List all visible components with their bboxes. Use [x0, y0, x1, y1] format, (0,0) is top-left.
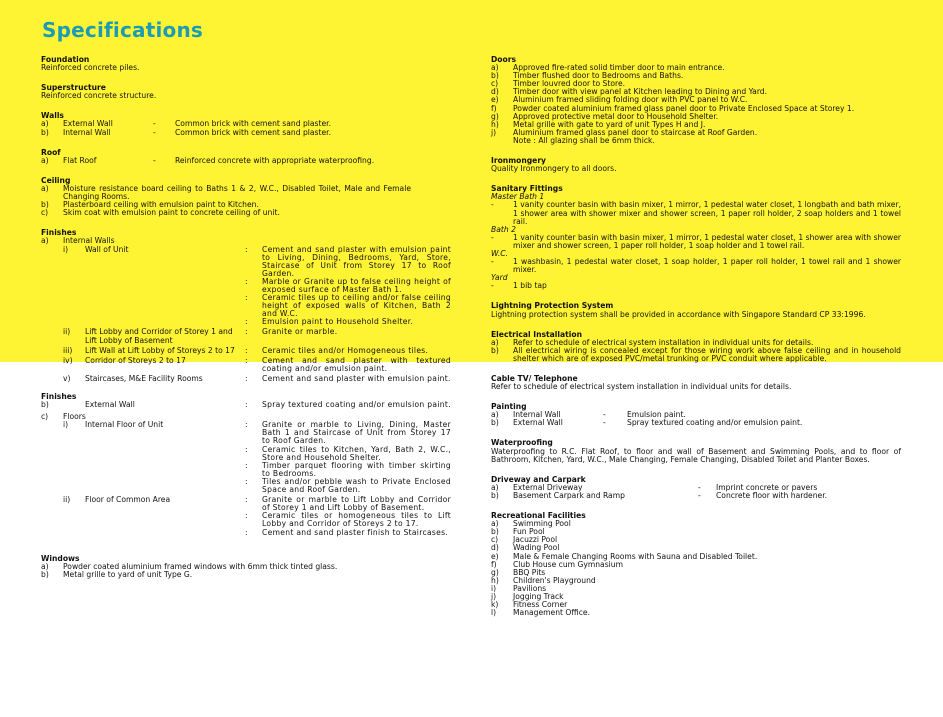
- internal-wall-entry-colon: :: [245, 345, 248, 355]
- sanitary-group-row: [491, 234, 901, 250]
- windows-item-text: Metal grille to yard of unit Type G.: [63, 569, 193, 579]
- finishes-internal-walls-label: Internal Walls: [63, 236, 115, 246]
- internal-wall-item-label: Wall of Unit: [85, 244, 129, 254]
- floor-item: [63, 496, 451, 536]
- doors-item-key: e): [491, 95, 499, 105]
- internal-wall-item-label: Lift Wall at Lift Lobby of Storeys 2 to 17: [85, 345, 235, 355]
- finishes-internal-section: [41, 229, 451, 383]
- ironmongery-heading: Ironmongery: [491, 156, 547, 166]
- sanitary-group-name: W.C.: [491, 248, 509, 258]
- internal-wall-entry: [245, 318, 451, 326]
- internal-wall-entry-text: Ceramic tiles and/or Homogeneous tiles.: [262, 345, 429, 355]
- driveway-item-dash: -: [698, 482, 701, 492]
- recreational-item-key: g): [491, 567, 499, 577]
- floor-entry-colon: :: [245, 444, 248, 454]
- recreational-item-text: Management Office.: [513, 608, 591, 618]
- internal-wall-entry-text: Emulsion paint to Household Shelter.: [262, 317, 414, 327]
- sanitary-heading: Sanitary Fittings: [491, 184, 563, 194]
- floor-entry-colon: :: [245, 476, 248, 486]
- floor-entry-text: Ceramic tiles or homogeneous tiles to Lift Lobby and Corridor of Storeys 2 to 17.: [262, 511, 451, 529]
- painting-item: [491, 419, 901, 427]
- floor-entry: [245, 462, 451, 478]
- sanitary-group-text: 1 vanity counter basin with basin mixer, 1 mirror, 1 pedestal water closet, 1 shower area with shower mixer and shower screen, 1 paper roll holder, 1 soap holder and 1 towel rail.: [513, 232, 901, 250]
- sanitary-group-text: 1 bib tap: [513, 281, 547, 291]
- electrical-heading: Electrical Installation: [491, 329, 582, 339]
- cable-section: [491, 375, 901, 391]
- external-wall-key: b): [41, 400, 49, 410]
- walls-item-text: Common brick with cement sand plaster.: [175, 127, 331, 137]
- floor-entry-text: Cement and sand plaster finish to Staircases.: [262, 527, 449, 537]
- floor-entry-text: Ceramic tiles to Kitchen, Yard, Bath 2, W.C., Store and Household Shelter.: [262, 444, 451, 462]
- internal-wall-item-label: Corridor of Storeys 2 to 17: [85, 355, 186, 365]
- floor-item-entries: [245, 496, 451, 536]
- external-wall-text: Spray textured coating and/or emulsion paint.: [262, 400, 451, 410]
- external-wall-label: External Wall: [85, 400, 135, 410]
- floor-entry-colon: :: [245, 420, 248, 430]
- doors-heading: Doors: [491, 55, 517, 64]
- recreational-item: [491, 520, 901, 528]
- left-column: [41, 56, 451, 587]
- walls-heading: Walls: [41, 111, 64, 121]
- external-wall-colon: :: [245, 400, 248, 410]
- walls-item-text: Common brick with cement sand plaster.: [175, 119, 331, 129]
- floor-entry: [245, 529, 451, 537]
- electrical-section: [491, 331, 901, 363]
- sanitary-group-text: 1 washbasin, 1 pedestal water closet, 1 soap holder, 1 paper roll holder, 1 towel rail and 1 shower mixer.: [513, 257, 901, 275]
- internal-wall-item: [63, 347, 451, 355]
- internal-wall-item-entries: [245, 357, 451, 373]
- floor-entry-colon: :: [245, 527, 248, 537]
- floor-entry-text: Granite or marble to Lift Lobby and Corridor of Storey 1 and Lift Lobby of Basement.: [262, 495, 451, 513]
- floor-item-label: Floor of Common Area: [85, 495, 171, 505]
- windows-item-text: Powder coated aluminium framed windows with 6mm thick tinted glass.: [63, 561, 338, 571]
- roof-item-key: a): [41, 155, 49, 165]
- driveway-item-text: Concrete floor with hardener.: [716, 490, 828, 500]
- roof-section: [41, 149, 451, 165]
- ceiling-item-key: b): [41, 200, 49, 210]
- finishes-external-section: [41, 393, 451, 537]
- ceiling-item-text: Skim coat with emulsion paint to concrete ceiling of unit.: [63, 208, 280, 218]
- doors-item-text: Powder coated aluminium framed glass panel door to Private Enclosed Space at Storey 1.: [513, 103, 855, 113]
- internal-wall-entry-text: Ceramic tiles up to ceiling and/or false ceiling height of exposed walls of Kitchen, Bath 2 and W.C.: [262, 293, 451, 319]
- superstructure-heading: Superstructure: [41, 83, 106, 93]
- waterproofing-section: [491, 439, 901, 463]
- driveway-item: [491, 492, 901, 500]
- ceiling-item-key: c): [41, 208, 49, 218]
- floor-entry-text: Granite or marble to Living, Dining, Master Bath 1 and Staircase of Unit from Storey 17 to Roof Garden.: [262, 420, 451, 446]
- floor-item-key: i): [63, 420, 69, 430]
- roof-item-label: Flat Roof: [63, 155, 97, 165]
- walls-item-key: a): [41, 119, 49, 129]
- doors-item-text: Timber door with view panel at Kitchen leading to Dining and Yard.: [513, 87, 768, 97]
- sanitary-group-row: [491, 201, 901, 225]
- floor-entry-text: Tiles and/or pebble wash to Private Enclosed Space and Roof Garden.: [262, 476, 451, 495]
- recreational-section: [491, 512, 901, 617]
- internal-wall-entry-text: Granite or marble.: [262, 327, 338, 337]
- internal-wall-item-entries: [245, 246, 451, 327]
- internal-wall-item: [63, 328, 451, 344]
- driveway-item-text: Imprint concrete or pavers: [716, 482, 818, 492]
- walls-section: [41, 112, 451, 136]
- floor-entry: [245, 446, 451, 462]
- windows-item-key: a): [41, 561, 49, 571]
- superstructure-text: Reinforced concrete structure.: [41, 91, 157, 101]
- internal-wall-entry-colon: :: [245, 276, 248, 286]
- recreational-item-text: Club House cum Gymnasium: [513, 559, 623, 569]
- walls-item: [41, 129, 451, 137]
- doors-item-text: Approved fire-rated solid timber door to main entrance.: [513, 63, 725, 73]
- internal-wall-entry-text: Cement and sand plaster with emulsion paint.: [262, 373, 451, 383]
- finishes-internal-walls-key: a): [41, 236, 49, 246]
- painting-heading: Painting: [491, 402, 527, 412]
- driveway-item-key: b): [491, 490, 499, 500]
- floor-entry: [245, 421, 451, 445]
- internal-wall-item-key: iv): [63, 355, 73, 365]
- floor-entry: [245, 478, 451, 494]
- doors-item-key: h): [491, 119, 499, 129]
- internal-wall-item: [63, 375, 451, 383]
- sanitary-group-dash: -: [491, 200, 494, 210]
- walls-item-label: Internal Wall: [63, 127, 111, 137]
- doors-item-key: b): [491, 71, 499, 81]
- foundation-section: [41, 56, 451, 72]
- internal-wall-entry-text: Cement and sand plaster with emulsion paint to Living, Dining, Bedrooms, Yard, Store, Staircase of Unit from Storey 17 to Roof Garden.: [262, 244, 451, 278]
- ceiling-item: [41, 209, 451, 217]
- recreational-item: [491, 577, 901, 585]
- driveway-item-label: External Driveway: [513, 482, 583, 492]
- windows-item: [41, 571, 451, 579]
- recreational-item-text: Swimming Pool: [513, 519, 571, 529]
- doors-note: Note : All glazing shall be 6mm thick.: [513, 135, 655, 145]
- foundation-heading: Foundation: [41, 55, 90, 64]
- doors-item-text: Aluminium framed sliding folding door with PVC panel to W.C.: [513, 95, 748, 105]
- driveway-item-dash: -: [698, 490, 701, 500]
- internal-wall-entry-colon: :: [245, 373, 248, 383]
- driveway-heading: Driveway and Carpark: [491, 474, 586, 484]
- ceiling-item-key: a): [41, 183, 49, 193]
- roof-item-dash: -: [153, 155, 156, 165]
- recreational-item-key: j): [491, 591, 497, 601]
- finishes-internal-items: [41, 246, 451, 384]
- walls-item-label: External Wall: [63, 119, 113, 129]
- windows-heading: Windows: [41, 553, 80, 563]
- floor-entry: [245, 496, 451, 512]
- internal-wall-entry: [245, 278, 451, 294]
- internal-wall-item-entries: [245, 347, 451, 355]
- doors-item-key: c): [491, 79, 499, 89]
- waterproofing-heading: Waterproofing: [491, 438, 553, 448]
- finishes-internal-heading: Finishes: [41, 228, 77, 238]
- roof-heading: Roof: [41, 147, 61, 157]
- page-title: Specifications: [42, 18, 204, 42]
- internal-wall-item-entries: [245, 375, 451, 383]
- recreational-item-text: Fitness Corner: [513, 600, 568, 610]
- floor-item-entries: [245, 421, 451, 494]
- painting-item-dash: -: [603, 410, 606, 420]
- internal-wall-item-label: Staircases, M&E Facility Rooms: [85, 373, 203, 383]
- doors-item-key: j): [491, 127, 497, 137]
- windows-section: [41, 555, 451, 579]
- driveway-item-label: Basement Carpark and Ramp: [513, 490, 625, 500]
- recreational-item-key: i): [491, 583, 497, 593]
- windows-item-key: b): [41, 569, 49, 579]
- finishes-external-heading: Finishes: [41, 392, 77, 401]
- recreational-item: [491, 561, 901, 569]
- roof-item: [41, 157, 451, 165]
- recreational-item-key: h): [491, 575, 499, 585]
- internal-wall-item: [63, 357, 451, 373]
- ceiling-item-text: Moisture resistance board ceiling to Baths 1 & 2, W.C., Disabled Toilet, Male and Female Changing Rooms.: [63, 183, 411, 202]
- ironmongery-section: [491, 157, 901, 173]
- doors-item-key: f): [491, 103, 497, 113]
- cable-text: Refer to schedule of electrical system installation in individual units for details.: [491, 382, 792, 392]
- recreational-item-text: Jogging Track: [513, 591, 564, 601]
- ironmongery-text: Quality Ironmongery to all doors.: [491, 164, 617, 174]
- recreational-item-key: d): [491, 543, 499, 553]
- painting-item-text: Emulsion paint.: [627, 410, 686, 420]
- sanitary-group-dash: -: [491, 257, 494, 267]
- floors-label: Floors: [63, 412, 86, 422]
- doors-item-text: Approved protective metal door to Household Shelter.: [513, 111, 719, 121]
- electrical-item-text: All electrical wiring is concealed except for those wiring work above false ceiling and in household shelter which are of exposed PVC/metal trunking or PVC conduit where applicable.: [513, 345, 901, 363]
- internal-wall-entry: [245, 246, 451, 278]
- recreational-item-key: l): [491, 608, 497, 618]
- sanitary-group-name: Bath 2: [491, 224, 516, 234]
- sanitary-group-text: 1 vanity counter basin with basin mixer, 1 mirror, 1 pedestal water closet, 1 longbath and bath mixer, 1 shower area with shower mixer and shower screen, 1 paper roll holder, 2 soap holders and 1 towel rail.: [513, 200, 901, 226]
- doors-item-text: Timber flushed door to Bedrooms and Baths.: [513, 71, 684, 81]
- external-wall-row: [41, 401, 451, 409]
- recreational-item-text: Pavilions: [513, 583, 547, 593]
- electrical-item-key: a): [491, 337, 499, 347]
- recreational-item-text: BBQ Pits: [513, 567, 546, 577]
- recreational-item-text: Children's Playground: [513, 575, 596, 585]
- doors-item-text: Metal grille with gate to yard of unit Types H and J.: [513, 119, 706, 129]
- floors-items: [41, 421, 451, 536]
- painting-section: [491, 403, 901, 427]
- recreational-item-text: Jacuzzi Pool: [513, 535, 558, 545]
- internal-wall-item-key: v): [63, 373, 71, 383]
- recreational-item: [491, 609, 901, 617]
- cable-heading: Cable TV/ Telephone: [491, 374, 578, 383]
- internal-wall-entry-text: Marble or Granite up to false ceiling height of exposed surface of Master Bath 1.: [262, 276, 451, 294]
- doors-item-key: a): [491, 63, 499, 73]
- internal-wall-entry-colon: :: [245, 327, 248, 337]
- internal-wall-item-label: Lift Lobby and Corridor of Storey 1 and Lift Lobby of Basement: [85, 327, 233, 345]
- internal-wall-entry-colon: :: [245, 355, 248, 365]
- painting-item-dash: -: [603, 418, 606, 428]
- painting-item-text: Spray textured coating and/or emulsion paint.: [627, 418, 803, 428]
- sanitary-group-name: Master Bath 1: [491, 192, 545, 202]
- ceiling-item-text: Plasterboard ceiling with emulsion paint to Kitchen.: [63, 200, 259, 210]
- painting-item-key: b): [491, 418, 499, 428]
- electrical-item: [491, 347, 901, 363]
- sanitary-group-dash: -: [491, 232, 494, 242]
- superstructure-section: [41, 84, 451, 100]
- recreational-item-text: Male & Female Changing Rooms with Sauna and Disabled Toilet.: [513, 551, 758, 561]
- floor-entry-colon: :: [245, 511, 248, 521]
- floor-entry: [245, 512, 451, 528]
- lightning-text: Lightning protection system shall be provided in accordance with Singapore Standard CP 33:1996.: [491, 309, 866, 319]
- internal-wall-entry-colon: :: [245, 244, 248, 254]
- walls-item-dash: -: [153, 119, 156, 129]
- internal-wall-entry: [245, 375, 451, 383]
- sanitary-group-row: [491, 282, 901, 290]
- internal-wall-entry-colon: :: [245, 293, 248, 303]
- doors-item-text: Aluminium framed glass panel door to staircase at Roof Garden.: [513, 127, 758, 137]
- sanitary-group-name: Yard: [491, 273, 508, 283]
- waterproofing-text: Waterproofing to R.C. Flat Roof, to floor and wall of Basement and Swimming Pools, and to floor of Bathroom, Kitchen, Yard, W.C., Male Changing, Female Changing, Disabled Toilet and Planter Boxes.: [491, 446, 901, 464]
- recreational-item-key: k): [491, 600, 499, 610]
- floor-entry-colon: :: [245, 495, 248, 505]
- recreational-item-key: f): [491, 559, 497, 569]
- floor-item-label: Internal Floor of Unit: [85, 420, 164, 430]
- external-wall-entry: [245, 401, 451, 409]
- electrical-item-key: b): [491, 345, 499, 355]
- internal-wall-item-key: ii): [63, 327, 71, 337]
- recreational-item-key: e): [491, 551, 499, 561]
- internal-wall-entry: [245, 328, 451, 336]
- sanitary-group-dash: -: [491, 281, 494, 291]
- recreational-item-key: c): [491, 535, 499, 545]
- internal-wall-entry: [245, 294, 451, 318]
- internal-wall-item-key: iii): [63, 345, 73, 355]
- lightning-heading: Lightning Protection System: [491, 301, 614, 311]
- doors-item-key: d): [491, 87, 499, 97]
- painting-item-label: External Wall: [513, 418, 563, 428]
- ceiling-heading: Ceiling: [41, 175, 71, 185]
- ceiling-section: [41, 177, 451, 217]
- walls-item-dash: -: [153, 127, 156, 137]
- ceiling-item: [41, 185, 451, 201]
- internal-wall-item: [63, 246, 451, 327]
- internal-wall-item-entries: [245, 328, 451, 344]
- recreational-item-key: a): [491, 519, 499, 529]
- lightning-section: [491, 302, 901, 318]
- internal-wall-entry-text: Cement and sand plaster with textured coating and/or emulsion paint.: [262, 355, 451, 373]
- doors-item-text: Timber louvred door to Store.: [513, 79, 626, 89]
- recreational-item-text: Wading Pool: [513, 543, 560, 553]
- recreational-item-text: Fun Pool: [513, 527, 545, 537]
- recreational-item-key: b): [491, 527, 499, 537]
- electrical-item-text: Refer to schedule of electrical system installation in individual units for details.: [513, 337, 814, 347]
- painting-item-key: a): [491, 410, 499, 420]
- recreational-heading: Recreational Facilities: [491, 511, 586, 521]
- floor-item-key: ii): [63, 495, 71, 505]
- floors-key: c): [41, 412, 49, 422]
- painting-item-label: Internal Wall: [513, 410, 561, 420]
- sanitary-section: [491, 185, 901, 290]
- foundation-text: Reinforced concrete piles.: [41, 63, 140, 73]
- driveway-section: [491, 476, 901, 500]
- sanitary-group-row: [491, 258, 901, 274]
- internal-wall-entry: [245, 357, 451, 373]
- right-column: [491, 56, 901, 625]
- doors-item-key: g): [491, 111, 499, 121]
- internal-wall-entry: [245, 347, 451, 355]
- floor-entry-colon: :: [245, 460, 248, 470]
- internal-wall-entry-colon: :: [245, 317, 248, 327]
- floor-entry-text: Timber parquet flooring with timber skirting to Bedrooms.: [262, 460, 451, 478]
- internal-wall-item-key: i): [63, 244, 69, 254]
- walls-item-key: b): [41, 127, 49, 137]
- roof-item-text: Reinforced concrete with appropriate waterproofing.: [175, 155, 375, 165]
- doors-section: [491, 56, 901, 145]
- driveway-item-key: a): [491, 482, 499, 492]
- floor-item: [63, 421, 451, 494]
